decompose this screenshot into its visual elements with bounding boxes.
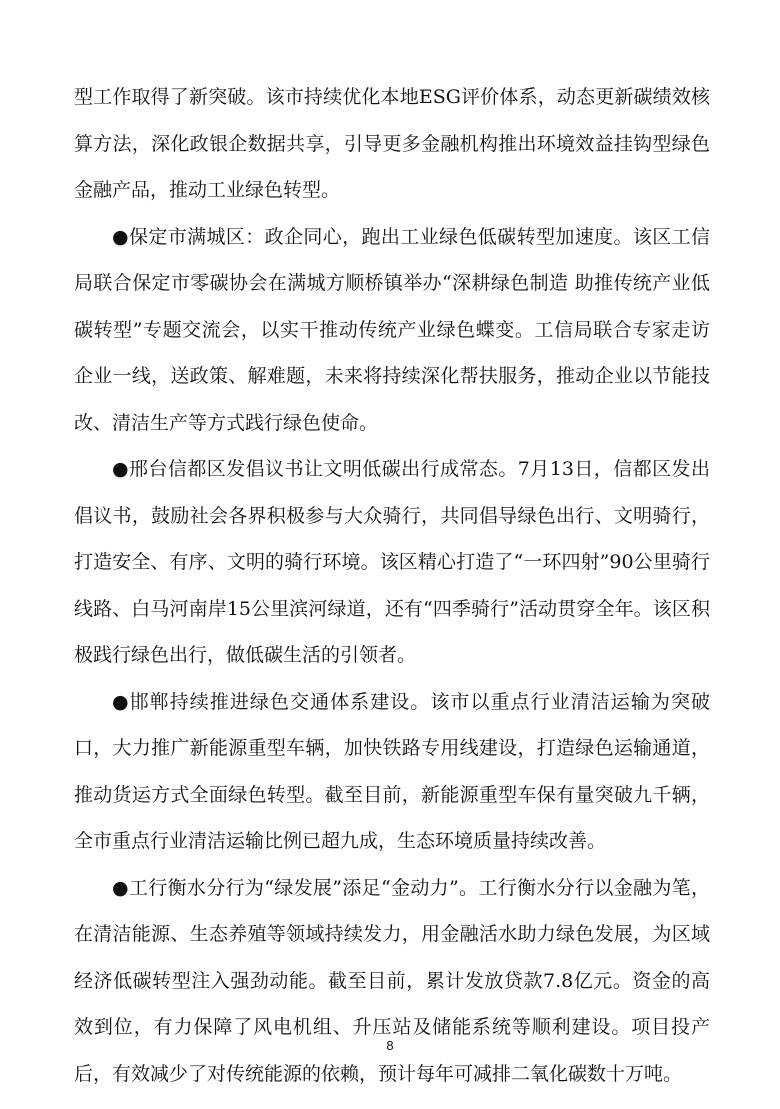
paragraph-continuation: 型工作取得了新突破。该市持续优化本地ESG评价体系，动态更新碳绩效核算方法，深化政银企数据共享，引导更多金融机构推出环境效益挂钩型绿色金融产品，推动工业绿色转型。: [74, 86, 710, 201]
paragraph-baoding-mancheng: ●保定市满城区：政企同心，跑出工业绿色低碳转型加速度。该区工信局联合保定市零碳协会在满城方顺桥镇举办“深耕绿色制造 助推传统产业低碳转型”专题交流会，以实干推动传统产业绿色蝶变。工信局联合专家走访企业一线，送政策、解难题，未来将持续深化帮扶服务，推动企业以节能技改、清洁生产等方式践行绿色使命。: [74, 225, 710, 434]
paragraph-icbc-hengshui: ●工行衡水分行为“绿发展”添足“金动力”。工行衡水分行以金融为笔，在清洁能源、生态养殖等领域持续发力，用金融活水助力绿色发展，为区域经济低碳转型注入强劲动能。截至目前，累计发放贷款7.8亿元。资金的高效到位，有力保障了风电机组、升压站及储能系统等顺利建设。项目投产后，有效减少了对传统能源的依赖，预计每年可减排二氧化碳数十万吨。: [74, 876, 710, 1085]
paragraph-handan: ●邯郸持续推进绿色交通体系建设。该市以重点行业清洁运输为突破口，大力推广新能源重型车辆，加快铁路专用线建设，打造绿色运输通道，推动货运方式全面绿色转型。截至目前，新能源重型车保有量突破九千辆，全市重点行业清洁运输比例已超九成，生态环境质量持续改善。: [74, 690, 710, 852]
page-number: 8: [386, 1038, 394, 1053]
document-body: [74, 74, 710, 1097]
paragraph-xingtai-xindu: ●邢台信都区发倡议书让文明低碳出行成常态。7月13日，信都区发出倡议书，鼓励社会各界积极参与大众骑行，共同倡导绿色出行、文明骑行，打造安全、有序、文明的骑行环境。该区精心打造了“一环四射”90公里骑行线路、白马河南岸15公里滨河绿道，还有“四季骑行”活动贯穿全年。该区积极践行绿色出行，做低碳生活的引领者。: [74, 458, 710, 666]
